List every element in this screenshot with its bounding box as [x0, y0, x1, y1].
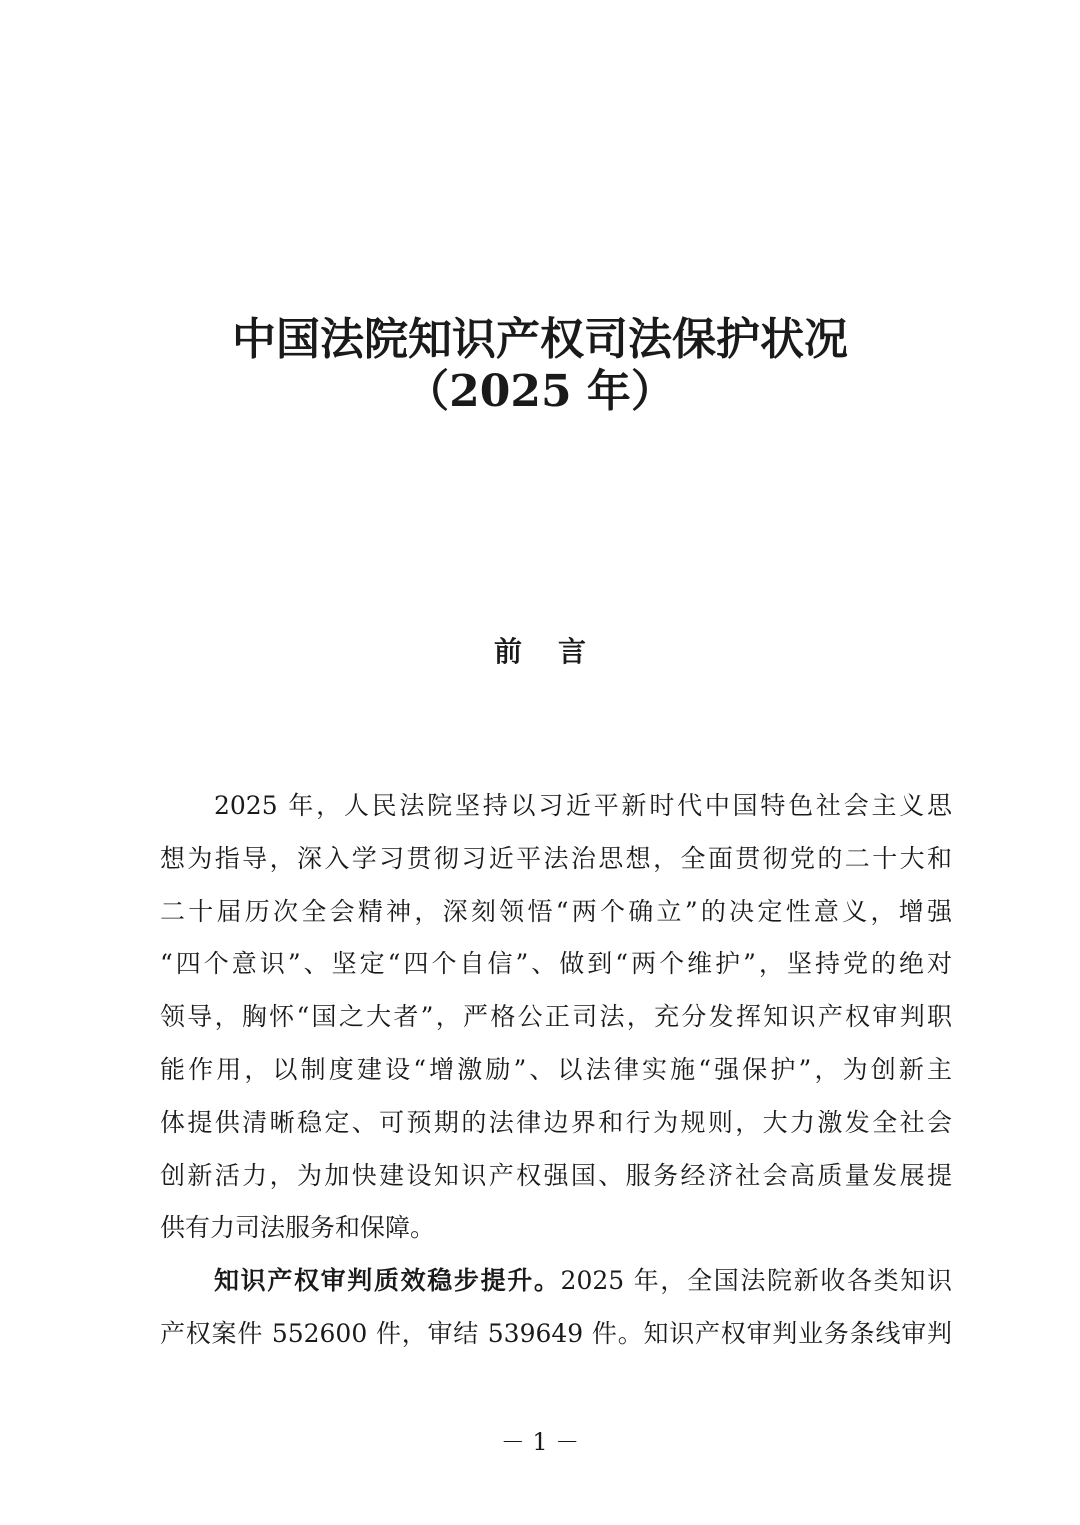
- page-number: － 1 －: [500, 1428, 580, 1456]
- paragraph2-lead: 知识产权审判质效稳步提升。: [214, 1266, 561, 1296]
- document-body: [160, 786, 952, 1367]
- paragraph-line: 领导，胸怀“国之大者”，严格公正司法，充分发挥知识产权审判职: [160, 1002, 952, 1032]
- paragraph2-text: 2025 年，全国法院新收各类知识: [560, 1266, 952, 1296]
- paragraph-line: 创新活力，为加快建设知识产权强国、服务经济社会高质量发展提: [160, 1160, 952, 1190]
- paragraph2-line: [160, 1261, 952, 1314]
- paragraph-line: “四个意识”、坚定“四个自信”、做到“两个维护”，坚持党的绝对: [160, 949, 952, 979]
- paragraph-line: 能作用，以制度建设“增激励”、以法律实施“强保护”，为创新主: [160, 1054, 952, 1084]
- paragraph-line: 产权案件 552600 件，审结 539649 件。知识产权审判业务条线审判: [160, 1318, 952, 1348]
- paragraph-line: 想为指导，深入学习贯彻习近平法治思想，全面贯彻党的二十大和: [160, 843, 952, 873]
- paragraph-line: 二十届历次全会精神，深刻领悟“两个确立”的决定性意义，增强: [160, 896, 952, 926]
- paragraph-line: 供有力司法服务和保障。: [160, 1213, 436, 1243]
- document-year: （2025 年）: [405, 366, 675, 417]
- document-title: 中国法院知识产权司法保护状况: [232, 314, 848, 365]
- paragraph-line: 2025 年，人民法院坚持以习近平新时代中国特色社会主义思: [214, 791, 952, 820]
- preface-heading: 前言: [493, 635, 622, 668]
- paragraph-line: 体提供清晰稳定、可预期的法律边界和行为规则，大力激发全社会: [160, 1107, 952, 1137]
